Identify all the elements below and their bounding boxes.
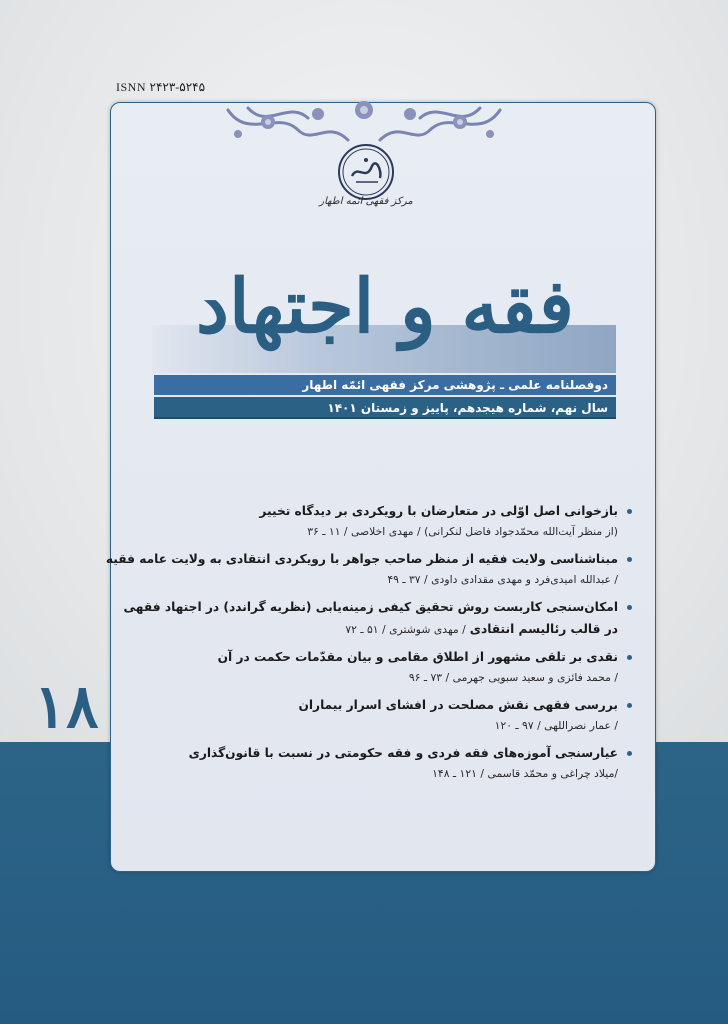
article-title: امکان‌سنجی کاربست روش تحقیق کیفی زمینه‌یابی (نظریه گراندد) در اجتهاد فقهی: [123, 600, 618, 614]
article-title: بازخوانی اصل اوّلی در متعارضان با رویکردی بر دیدگاه تخییر: [259, 504, 618, 518]
article-authors-pages: / محمد فائزی و سعید سبویی جهرمی / ۷۳ ـ ۹۶: [408, 671, 618, 684]
bullet-icon: [627, 655, 632, 660]
article-authors-pages: /میلاد چراغی و محمّد قاسمی / ۱۲۱ ـ ۱۴۸: [432, 767, 618, 780]
publisher-caption: مرکز فقهی ائمه اطهار: [319, 196, 413, 207]
issue-info: سال نهم، شماره هیجدهم، پاییز و زمستان ۱۴۰۱: [154, 397, 616, 419]
bullet-icon: [627, 751, 632, 756]
bullet-icon: [627, 509, 632, 514]
publisher-emblem-icon: [336, 142, 396, 202]
article-title: نقدی بر تلقی مشهور از اطلاق مقامی و بیان مقدّمات حکمت در آن: [217, 650, 618, 664]
article-authors-pages: (از منظر آیت‌الله محمّدجواد فاضل لنکرانی) / مهدی اخلاصی / ۱۱ ـ ۳۶: [307, 525, 618, 538]
journal-title: فقه و اجتهاد: [196, 264, 574, 350]
article-item: [140, 500, 628, 542]
article-title: عیارسنجی آموزه‌های فقه فردی و فقه حکومتی در نسبت با قانون‌گذاری: [188, 746, 618, 760]
article-authors-pages: / عمار نصراللهی / ۹۷ ـ ۱۲۰: [494, 719, 618, 732]
issn-number: ISNN ۲۴۲۳-۵۲۴۵: [116, 80, 206, 94]
article-item: [105, 548, 628, 590]
article-item: [140, 646, 628, 688]
journal-subtitle: دوفصلنامه علمی ـ پژوهشی مرکز فقهی ائمّه اطهار: [154, 375, 616, 395]
article-title: بررسی فقهی نقش مصلحت در افشای اسرار بیماران: [298, 698, 618, 712]
article-item: [123, 596, 628, 646]
article-item: [140, 694, 628, 736]
article-title-continued: در قالب رئالیسم انتقادی: [469, 622, 618, 636]
article-authors-pages: / عبدالله امیدی‌فرد و مهدی مقدادی داودی / ۳۷ ـ ۴۹: [387, 573, 618, 586]
bullet-icon: [627, 557, 632, 562]
bullet-icon: [627, 605, 632, 610]
table-of-contents: [105, 500, 628, 790]
bullet-icon: [627, 703, 632, 708]
article-authors-pages: / مهدی شوشتری / ۵۱ ـ ۷۲: [345, 623, 466, 636]
article-item: [140, 742, 628, 784]
issue-number: ۱۸: [34, 672, 99, 742]
article-title: مبناشناسی ولایت فقیه از منظر صاحب جواهر با رویکردی انتقادی به ولایت عامه فقیه: [105, 552, 618, 566]
